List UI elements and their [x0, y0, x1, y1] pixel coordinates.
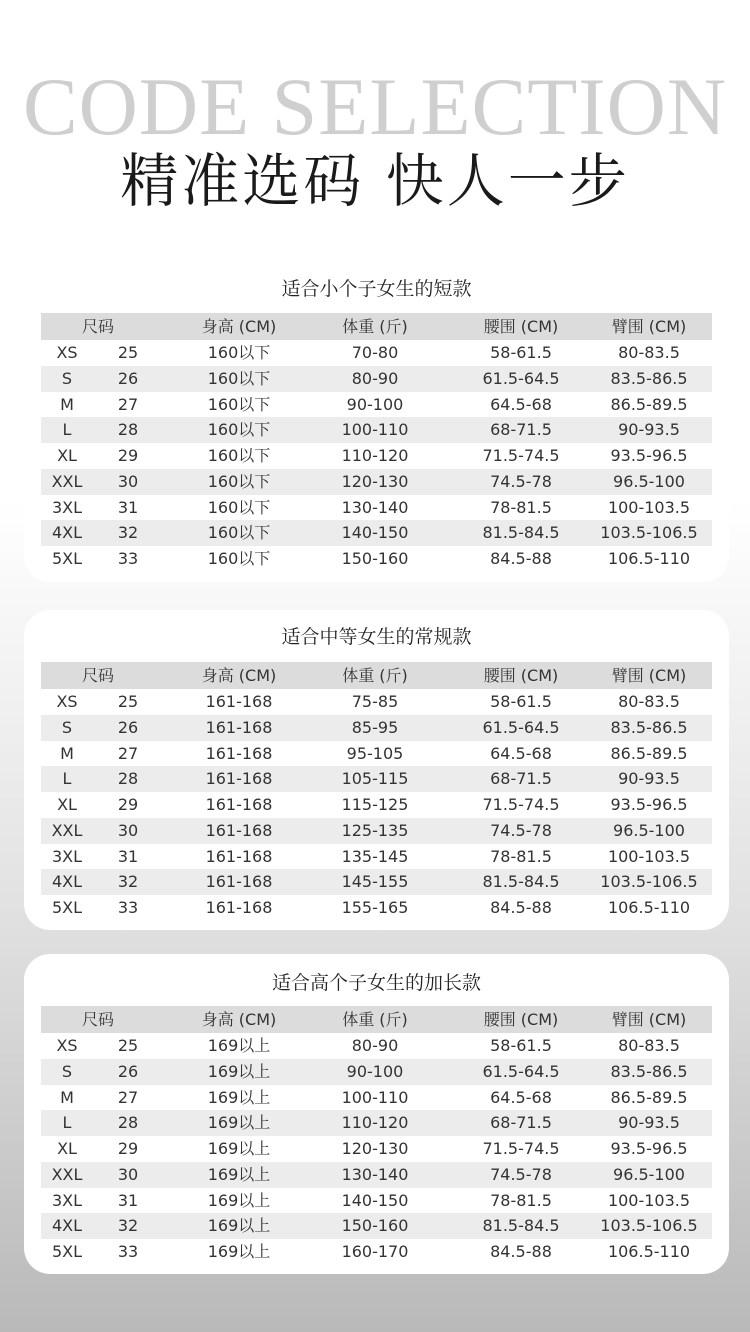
height-cell: 161-168 [205, 743, 273, 763]
size-card-regular [24, 610, 729, 930]
waist-cell: 64.5-68 [490, 743, 552, 763]
table-row [41, 1239, 712, 1265]
arm-cell: 93.5-96.5 [610, 446, 688, 465]
height-cell: 161-168 [205, 717, 273, 737]
waist-cell: 71.5-74.5 [482, 1139, 560, 1158]
height-cell: 169以上 [207, 1061, 271, 1081]
height-cell: 169以上 [207, 1036, 271, 1055]
size-code-cell: 30 [117, 1164, 139, 1184]
weight-cell: 150-160 [341, 549, 409, 568]
table-header [41, 313, 712, 340]
arm-cell: 83.5-86.5 [610, 1061, 688, 1081]
size-cell: 4XL [51, 523, 83, 543]
size-cell: XL [57, 446, 77, 465]
table-row [41, 366, 712, 392]
height-cell: 160以下 [207, 420, 271, 440]
size-cell: 3XL [51, 497, 83, 517]
chinese-title: 精准选码 快人一步 [120, 147, 630, 215]
size-cell: S [61, 368, 73, 388]
table-body [41, 689, 712, 921]
weight-cell: 95-105 [346, 743, 404, 763]
height-cell: 160以下 [207, 497, 271, 517]
size-cell: XL [57, 1139, 77, 1158]
table-row [41, 741, 712, 767]
size-cell: 5XL [51, 898, 83, 917]
header-size: 尺码 [81, 1010, 114, 1029]
arm-cell: 93.5-96.5 [610, 795, 688, 814]
table-row [41, 792, 712, 818]
arm-cell: 100-103.5 [607, 497, 691, 517]
waist-cell: 81.5-84.5 [482, 1216, 560, 1236]
table-row [41, 392, 712, 418]
height-cell: 161-168 [205, 820, 273, 840]
size-code-cell: 29 [117, 1139, 139, 1158]
size-code-cell: 27 [117, 1087, 139, 1107]
arm-cell: 86.5-89.5 [610, 1087, 688, 1107]
size-code-cell: 32 [117, 1216, 139, 1236]
size-code-cell: 25 [117, 692, 139, 711]
height-cell: 161-168 [205, 692, 273, 711]
size-code-cell: 28 [117, 420, 139, 440]
size-code-cell: 30 [117, 471, 139, 491]
arm-cell: 80-83.5 [618, 343, 680, 362]
header-waist: 腰围 (CM) [483, 666, 559, 685]
waist-cell: 68-71.5 [490, 1113, 552, 1133]
height-cell: 160以下 [207, 343, 271, 362]
waist-cell: 78-81.5 [490, 497, 552, 517]
table-row [41, 520, 712, 546]
size-code-cell: 32 [117, 872, 139, 892]
table-row [41, 844, 712, 870]
height-cell: 161-168 [205, 846, 273, 866]
card-title: 适合中等女生的常规款 [281, 626, 472, 648]
header-arm: 臂围 (CM) [611, 1010, 687, 1029]
waist-cell: 58-61.5 [490, 343, 552, 362]
table-header [41, 662, 712, 689]
weight-cell: 75-85 [351, 692, 399, 711]
waist-cell: 61.5-64.5 [482, 368, 560, 388]
size-cell: XS [56, 1036, 78, 1055]
arm-cell: 86.5-89.5 [610, 743, 688, 763]
header-waist: 腰围 (CM) [483, 317, 559, 336]
arm-cell: 106.5-110 [607, 549, 691, 568]
weight-cell: 80-90 [351, 368, 399, 388]
weight-cell: 80-90 [351, 1036, 399, 1055]
arm-cell: 106.5-110 [607, 1242, 691, 1261]
arm-cell: 86.5-89.5 [610, 394, 688, 414]
waist-cell: 84.5-88 [490, 898, 552, 917]
header-arm: 臂围 (CM) [611, 666, 687, 685]
height-cell: 169以上 [207, 1190, 271, 1210]
arm-cell: 93.5-96.5 [610, 1139, 688, 1158]
waist-cell: 78-81.5 [490, 1190, 552, 1210]
arm-cell: 96.5-100 [613, 471, 685, 491]
header-size: 尺码 [81, 666, 114, 685]
header-weight: 体重 (斤) [342, 317, 408, 336]
size-code-cell: 26 [117, 1061, 139, 1081]
size-code-cell: 31 [117, 846, 139, 866]
table-row [41, 818, 712, 844]
size-cell: XXL [51, 1164, 83, 1184]
weight-cell: 100-110 [341, 420, 409, 440]
weight-cell: 90-100 [346, 394, 404, 414]
weight-cell: 145-155 [341, 872, 409, 892]
table-row [41, 1110, 712, 1136]
size-cell: M [60, 743, 74, 763]
size-cell: L [62, 769, 72, 789]
arm-cell: 83.5-86.5 [610, 368, 688, 388]
card-title: 适合高个子女生的加长款 [271, 972, 481, 994]
size-cell: L [62, 1113, 72, 1133]
table-row [41, 417, 712, 443]
header-waist: 腰围 (CM) [483, 1010, 559, 1029]
size-cell: 5XL [51, 1242, 83, 1261]
height-cell: 160以下 [207, 471, 271, 491]
table-row [41, 1059, 712, 1085]
weight-cell: 115-125 [341, 795, 409, 814]
size-card-short [24, 262, 729, 582]
waist-cell: 61.5-64.5 [482, 717, 560, 737]
table-row [41, 1162, 712, 1188]
size-cell: 5XL [51, 549, 83, 568]
weight-cell: 150-160 [341, 1216, 409, 1236]
height-cell: 160以下 [207, 549, 271, 568]
size-cell: XS [56, 692, 78, 711]
size-code-cell: 28 [117, 769, 139, 789]
waist-cell: 58-61.5 [490, 1036, 552, 1055]
weight-cell: 130-140 [341, 497, 409, 517]
size-code-cell: 26 [117, 368, 139, 388]
waist-cell: 71.5-74.5 [482, 446, 560, 465]
size-table [41, 662, 712, 921]
table-row [41, 715, 712, 741]
table-body [41, 340, 712, 572]
table-row [41, 1085, 712, 1111]
weight-cell: 105-115 [341, 769, 409, 789]
waist-cell: 61.5-64.5 [482, 1061, 560, 1081]
waist-cell: 84.5-88 [490, 1242, 552, 1261]
size-cell: S [61, 1061, 73, 1081]
size-code-cell: 32 [117, 523, 139, 543]
height-cell: 161-168 [205, 769, 273, 789]
weight-cell: 85-95 [351, 717, 399, 737]
header-size: 尺码 [81, 317, 114, 336]
waist-cell: 64.5-68 [490, 1087, 552, 1107]
header-arm: 臂围 (CM) [611, 317, 687, 336]
waist-cell: 71.5-74.5 [482, 795, 560, 814]
waist-cell: 68-71.5 [490, 420, 552, 440]
waist-cell: 58-61.5 [490, 692, 552, 711]
size-cell: XL [57, 795, 77, 814]
waist-cell: 74.5-78 [490, 1164, 552, 1184]
weight-cell: 125-135 [341, 820, 409, 840]
table-row [41, 766, 712, 792]
height-cell: 169以上 [207, 1164, 271, 1184]
size-cell: S [61, 717, 73, 737]
weight-cell: 120-130 [341, 1139, 409, 1158]
waist-cell: 78-81.5 [490, 846, 552, 866]
arm-cell: 103.5-106.5 [600, 872, 698, 892]
size-code-cell: 33 [117, 898, 139, 917]
arm-cell: 80-83.5 [618, 1036, 680, 1055]
arm-cell: 96.5-100 [613, 820, 685, 840]
size-code-cell: 30 [117, 820, 139, 840]
table-row [41, 895, 712, 921]
waist-cell: 64.5-68 [490, 394, 552, 414]
arm-cell: 80-83.5 [618, 692, 680, 711]
height-cell: 161-168 [205, 795, 273, 814]
size-code-cell: 33 [117, 1242, 139, 1261]
size-cell: 3XL [51, 1190, 83, 1210]
size-code-cell: 25 [117, 343, 139, 362]
waist-cell: 68-71.5 [490, 769, 552, 789]
weight-cell: 70-80 [351, 343, 399, 362]
size-cell: 3XL [51, 846, 83, 866]
weight-cell: 130-140 [341, 1164, 409, 1184]
card-title: 适合小个子女生的短款 [281, 278, 472, 300]
table-row [41, 1136, 712, 1162]
height-cell: 169以上 [207, 1087, 271, 1107]
height-cell: 160以下 [207, 446, 271, 465]
size-code-cell: 33 [117, 549, 139, 568]
height-cell: 169以上 [207, 1139, 271, 1158]
size-code-cell: 28 [117, 1113, 139, 1133]
size-cell: L [62, 420, 72, 440]
arm-cell: 90-93.5 [618, 1113, 680, 1133]
header-height: 身高 (CM) [201, 317, 277, 336]
table-header [41, 1006, 712, 1033]
size-code-cell: 26 [117, 717, 139, 737]
table-row [41, 869, 712, 895]
size-code-cell: 27 [117, 743, 139, 763]
height-cell: 169以上 [207, 1216, 271, 1236]
size-code-cell: 29 [117, 795, 139, 814]
waist-cell: 74.5-78 [490, 820, 552, 840]
arm-cell: 100-103.5 [607, 1190, 691, 1210]
table-row [41, 443, 712, 469]
size-code-cell: 31 [117, 1190, 139, 1210]
header-height: 身高 (CM) [201, 1010, 277, 1029]
size-code-cell: 25 [117, 1036, 139, 1055]
arm-cell: 90-93.5 [618, 769, 680, 789]
arm-cell: 96.5-100 [613, 1164, 685, 1184]
arm-cell: 83.5-86.5 [610, 717, 688, 737]
weight-cell: 110-120 [341, 446, 409, 465]
size-code-cell: 27 [117, 394, 139, 414]
size-cell: XS [56, 343, 78, 362]
height-cell: 161-168 [205, 872, 273, 892]
arm-cell: 100-103.5 [607, 846, 691, 866]
table-body [41, 1033, 712, 1265]
weight-cell: 100-110 [341, 1087, 409, 1107]
height-cell: 169以上 [207, 1242, 271, 1261]
table-row [41, 546, 712, 572]
size-cell: M [60, 1087, 74, 1107]
waist-cell: 81.5-84.5 [482, 872, 560, 892]
weight-cell: 120-130 [341, 471, 409, 491]
height-cell: 160以下 [207, 368, 271, 388]
size-code-cell: 29 [117, 446, 139, 465]
weight-cell: 155-165 [341, 898, 409, 917]
header-weight: 体重 (斤) [342, 1010, 408, 1029]
height-cell: 161-168 [205, 898, 273, 917]
table-row [41, 1188, 712, 1214]
size-cell: 4XL [51, 872, 83, 892]
size-table [41, 1006, 712, 1265]
table-row [41, 495, 712, 521]
size-cell: M [60, 394, 74, 414]
english-title: CODE SELECTION [22, 61, 728, 152]
header-weight: 体重 (斤) [342, 666, 408, 685]
size-cell: XXL [51, 820, 83, 840]
arm-cell: 103.5-106.5 [600, 1216, 698, 1236]
arm-cell: 90-93.5 [618, 420, 680, 440]
table-row [41, 340, 712, 366]
waist-cell: 84.5-88 [490, 549, 552, 568]
weight-cell: 90-100 [346, 1061, 404, 1081]
weight-cell: 160-170 [341, 1242, 409, 1261]
height-cell: 160以下 [207, 523, 271, 543]
size-table [41, 313, 712, 572]
size-cell: 4XL [51, 1216, 83, 1236]
weight-cell: 135-145 [341, 846, 409, 866]
table-row [41, 1033, 712, 1059]
waist-cell: 74.5-78 [490, 471, 552, 491]
header-height: 身高 (CM) [201, 666, 277, 685]
size-cell: XXL [51, 471, 83, 491]
arm-cell: 103.5-106.5 [600, 523, 698, 543]
height-cell: 169以上 [207, 1113, 271, 1133]
table-row [41, 469, 712, 495]
weight-cell: 140-150 [341, 1190, 409, 1210]
size-code-cell: 31 [117, 497, 139, 517]
size-card-long [24, 954, 729, 1274]
arm-cell: 106.5-110 [607, 898, 691, 917]
table-row [41, 689, 712, 715]
waist-cell: 81.5-84.5 [482, 523, 560, 543]
weight-cell: 140-150 [341, 523, 409, 543]
weight-cell: 110-120 [341, 1113, 409, 1133]
height-cell: 160以下 [207, 394, 271, 414]
table-row [41, 1213, 712, 1239]
